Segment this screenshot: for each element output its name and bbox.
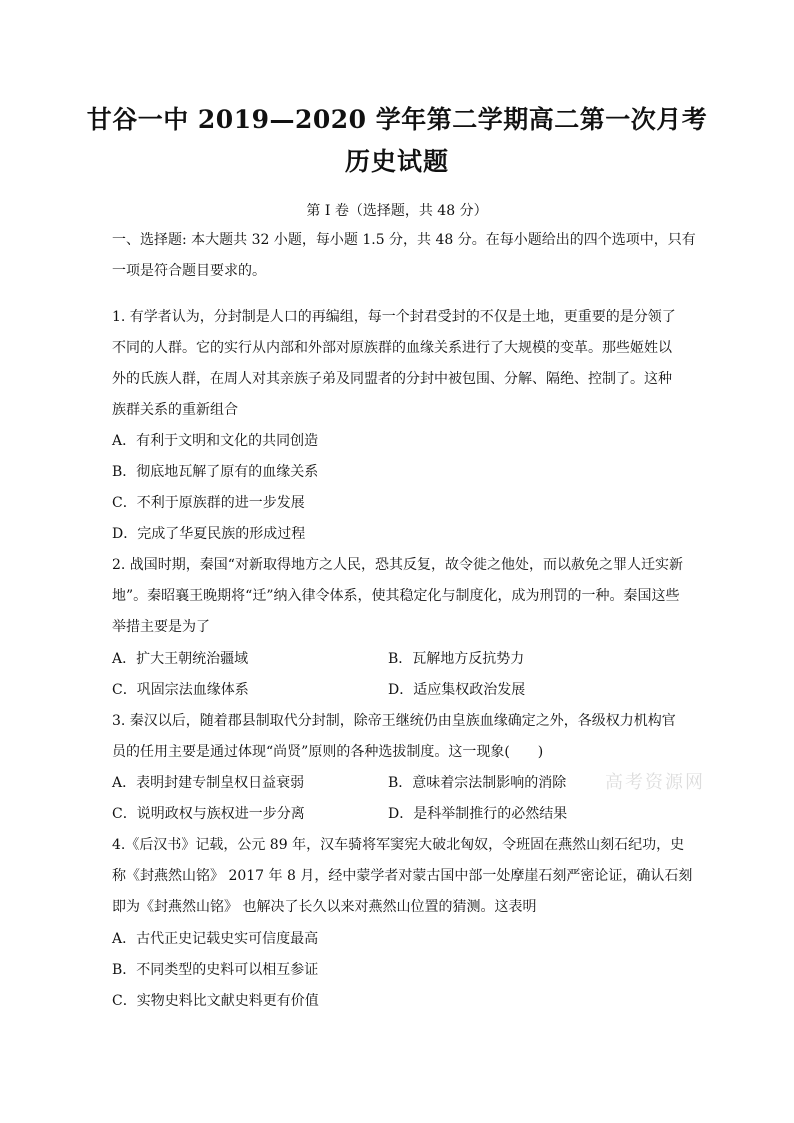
question-2-stem: 地”。秦昭襄王晚期将“迁”纳入律令体系，使其稳定化与制度化，成为刑罚的一种。秦国这些 xyxy=(112,588,680,604)
question-1-stem: 1. 有学者认为，分封制是人口的再编组，每一个封君受封的不仅是土地，更重要的是分领了 xyxy=(112,309,676,325)
question-1-stem: 不同的人群。它的实行从内部和外部对原族群的血缘关系进行了大规模的变革。那些姬姓以 xyxy=(112,340,672,356)
question-4-option-b: B．不同类型的史料可以相互参证 xyxy=(112,962,319,978)
question-2-stem: 2. 战国时期，秦国“对新取得地方之人民，恐其反复，故令徙之他处，而以赦免之罪人迁实新 xyxy=(112,557,683,573)
question-1-option-c: C．不利于原族群的进一步发展 xyxy=(112,495,305,511)
question-1-option-d: D．完成了华夏民族的形成过程 xyxy=(112,526,306,542)
question-2-option-a: A．扩大王朝统治疆域 xyxy=(112,651,249,667)
question-1-stem: 外的氏族人群，在周人对其亲族子弟及同盟者的分封中被包围、分解、隔绝、控制了。这种 xyxy=(112,371,672,387)
question-1-option-b: B．彻底地瓦解了原有的血缘关系 xyxy=(112,464,319,480)
section-header: 第 I 卷（选择题，共 48 分） xyxy=(306,203,488,219)
instructions-line: 一项是符合题目要求的。 xyxy=(112,263,266,279)
exam-subject-title: 历史试题 xyxy=(344,147,449,176)
question-2-option-d: D．适应集权政治发展 xyxy=(388,682,526,698)
question-1-option-a: A．有利于文明和文化的共同创造 xyxy=(112,433,319,449)
question-4-option-a: A．古代正史记载史实可信度最高 xyxy=(112,931,319,947)
question-4-stem: 即为《封燕然山铭》 也解决了长久以来对燕然山位置的猜测。这表明 xyxy=(112,899,537,915)
question-3-option-a: A．表明封建专制皇权日益衰弱 xyxy=(112,775,305,791)
question-3-option-c: C．说明政权与族权进一步分离 xyxy=(112,806,305,822)
question-4-stem: 4.《后汉书》记载，公元 89 年，汉车骑将军窦宪大破北匈奴，令班固在燕然山刻石纪功，史 xyxy=(112,837,685,853)
watermark: 高考资源网 xyxy=(605,772,705,793)
question-2-option-b: B．瓦解地方反抗势力 xyxy=(388,651,525,667)
question-2-stem: 举措主要是为了 xyxy=(112,619,210,635)
question-3-option-b: B．意味着宗法制影响的消除 xyxy=(388,775,567,791)
exam-title: 甘谷一中 2019—2020 学年第二学期高二第一次月考 xyxy=(86,105,708,134)
question-3-option-d: D．是科举制推行的必然结果 xyxy=(388,806,568,822)
question-3-stem: 员的任用主要是通过体现“尚贤”原则的各种选拔制度。这一现象( ) xyxy=(112,744,544,760)
question-1-stem: 族群关系的重新组合 xyxy=(112,402,238,418)
question-2-option-c: C．巩固宗法血缘体系 xyxy=(112,682,249,698)
question-3-stem: 3. 秦汉以后，随着郡县制取代分封制，除帝王继统仍由皇族血缘确定之外，各级权力机构官 xyxy=(112,713,676,729)
question-4-stem: 称《封燕然山铭》 2017 年 8 月，经中蒙学者对蒙古国中部一处摩崖石刻严密论证，确认石刻 xyxy=(112,868,693,884)
instructions-line: 一、选择题: 本大题共 32 小题，每小题 1.5 分，共 48 分。在每小题给出的四个选项中，只有 xyxy=(112,232,696,248)
question-4-option-c: C．实物史料比文献史料更有价值 xyxy=(112,993,319,1009)
